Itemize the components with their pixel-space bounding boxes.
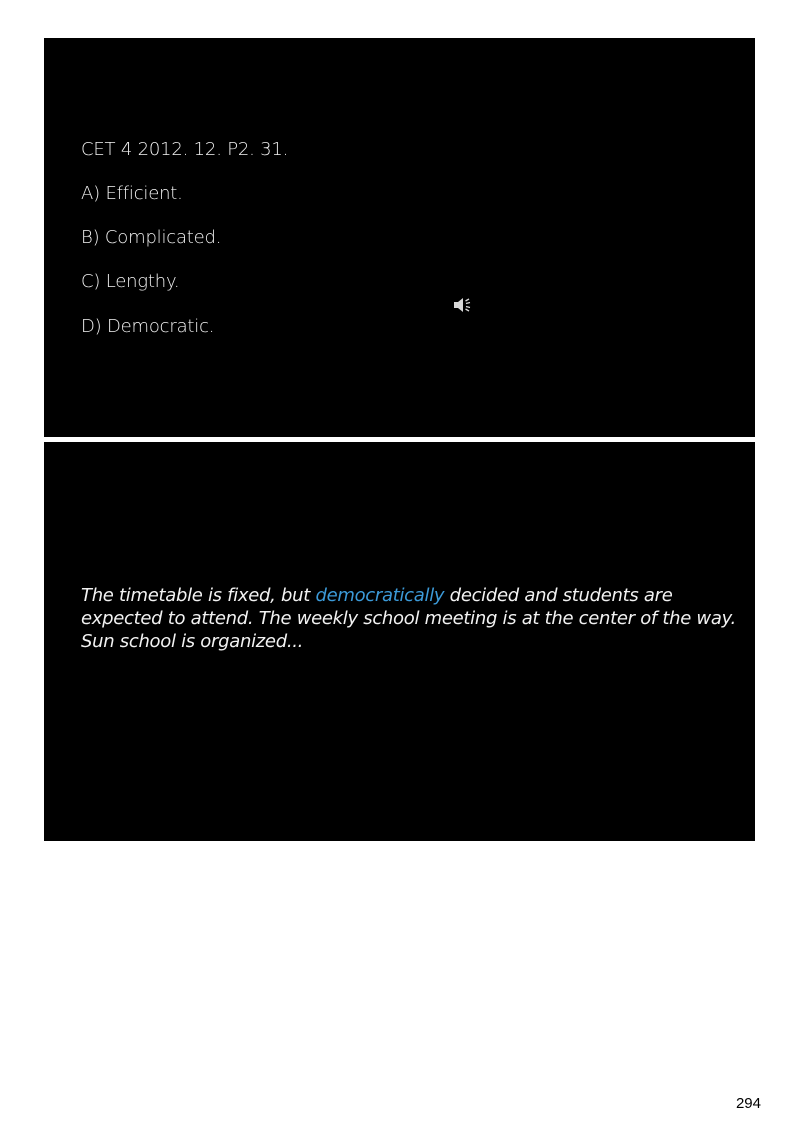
option-a: A) Efficient. [81, 183, 183, 204]
transcript-before: The timetable is fixed, but [81, 585, 316, 606]
transcript-slide [44, 442, 755, 841]
question-id: CET 4 2012. 12. P2. 31. [81, 139, 289, 160]
page-number: 294 [735, 1095, 761, 1112]
transcript-after: decided and students are expected to attend. The weekly school meeting is at the center of the way. Sun school is organized... [81, 585, 736, 652]
transcript-highlight: democratically [315, 585, 445, 606]
option-c: C) Lengthy. [81, 271, 180, 292]
option-b: B) Complicated. [81, 227, 222, 248]
option-d: D) Democratic. [81, 316, 215, 337]
question-slide [44, 38, 755, 437]
speaker-icon[interactable] [453, 297, 473, 313]
transcript-text [81, 584, 736, 653]
